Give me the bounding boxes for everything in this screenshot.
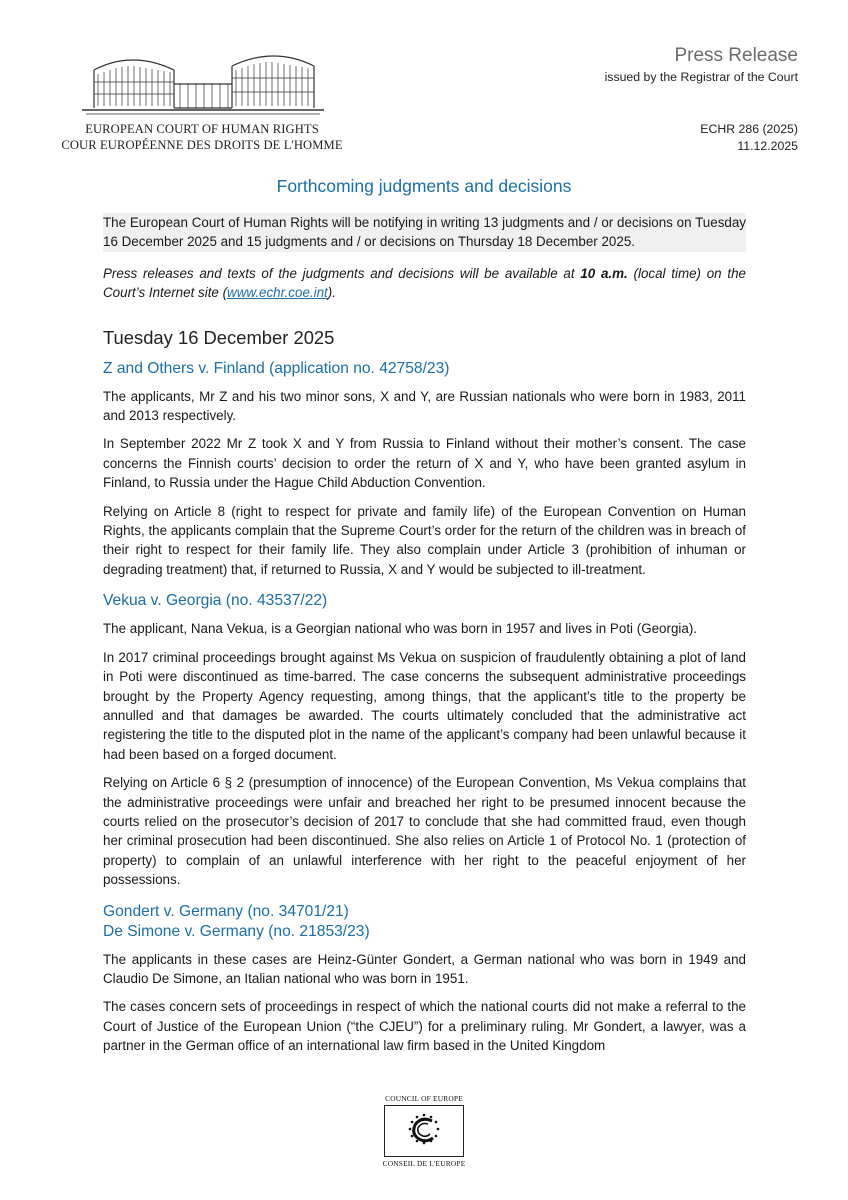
case-paragraph: The applicants, Mr Z and his two minor sons, X and Y, are Russian nationals who were born in 1983, 2011 and 2013 respectively. xyxy=(103,388,746,424)
case-title: Z and Others v. Finland (application no. 42758/23) xyxy=(103,359,450,377)
note-text-after: ). xyxy=(327,285,336,301)
case-title: De Simone v. Germany (no. 21853/23) xyxy=(103,922,370,940)
document-title: Forthcoming judgments and decisions xyxy=(276,176,572,196)
case-paragraph: The applicants in these cases are Heinz-Günter Gondert, a German national who was born in 1949 and Claudio De Simone, an Italian national who was born in 1951. xyxy=(103,951,746,986)
coe-emblem xyxy=(384,1105,464,1157)
case-paragraph: Relying on Article 8 (right to respect for private and family life) of the European Convention on Human Rights, the applicants complain that the Supreme Court’s order for the return of the children was in breach of their right to respect for their family life. They also complain under Article 3 (prohibition of inhuman or degrading treatment) that, if returned to Russia, X and Y would be subjected to ill-treatment. xyxy=(103,503,746,577)
case-title: Gondert v. Germany (no. 34701/21) xyxy=(103,902,349,920)
note-text-before: Press releases and texts of the judgments and decisions will be available at xyxy=(103,265,581,281)
court-name-fr: COUR EUROPÉENNE DES DROITS DE L'HOMME xyxy=(61,138,343,152)
case-title: Vekua v. Georgia (no. 43537/22) xyxy=(103,592,328,610)
press-release-label: Press Release xyxy=(674,45,798,66)
coe-label-en: COUNCIL OF EUROPE xyxy=(385,1094,463,1103)
note-text-middle: (local time) on the Court’s Internet site ( xyxy=(103,265,746,301)
court-building-logo xyxy=(82,48,324,128)
main-content xyxy=(103,213,746,1065)
coe-label-fr: CONSEIL DE L'EUROPE xyxy=(382,1159,466,1168)
reference-block xyxy=(700,121,798,155)
echr-website-link[interactable]: www.echr.coe.int xyxy=(227,285,328,301)
issued-by-text: issued by the Registrar of the Court xyxy=(604,70,798,84)
intro-paragraph: The European Court of Human Rights will be notifying in writing 13 judgments and / or decisions on Tuesday 16 December 2025 and 15 judgments and / or decisions on Thursday 18 December 2025. xyxy=(103,213,746,252)
court-name xyxy=(52,121,352,153)
case-paragraph: The applicant, Nana Vekua, is a Georgian national who was born in 1957 and lives in Poti (Georgia). xyxy=(103,621,698,637)
case-paragraph: In 2017 criminal proceedings brought against Ms Vekua on suspicion of fraudulently obtaining a plot of land in Poti were discontinued as time-barred. The case concerns the subsequent administrative proceedings brought by the Property Agency requesting, among things, that the applicant’s title to the property be annulled and that damages be awarded. The courts ultimately concluded that the administrative act registering the title to the disputed plot in the name of the applicant’s company had been unlawful because it had been based on a forged document. xyxy=(103,649,746,762)
day-heading: Tuesday 16 December 2025 xyxy=(103,326,335,348)
case-paragraph: Relying on Article 6 § 2 (presumption of innocence) of the European Convention, Ms Vekua complains that the administrative proceedings were unfair and breached her right to be presumed innocent because the courts relied on the prosecutor’s decision of 2017 to conclude that she had committed fraud, even though her criminal prosecution had been discontinued. She also relies on Article 1 of Protocol No. 1 (protection of property) to complain of an unlawful interference with her right to the peaceful enjoyment of her possessions. xyxy=(103,775,746,888)
release-date: 11.12.2025 xyxy=(737,139,798,153)
availability-note xyxy=(103,264,746,303)
case-paragraph: In September 2022 Mr Z took X and Y from Russia to Finland without their mother’s consent. The case concerns the Finnish courts’ decision to order the return of X and Y, who have been granted asylum in Finland, to Russia under the Hague Child Abduction Convention. xyxy=(103,436,746,491)
joined-case-titles xyxy=(103,902,746,942)
case-paragraph: The cases concern sets of proceedings in respect of which the national courts did not make a referral to the Court of Justice of the European Union (“the CJEU”) for a preliminary ruling. Mr Gondert, a lawyer, was a partner in the German office of an international law firm based in the United Kingdom xyxy=(103,999,746,1054)
reference-number: ECHR 286 (2025) xyxy=(700,122,798,136)
note-time: 10 a.m. xyxy=(580,265,628,281)
council-of-europe-logo xyxy=(375,1094,473,1168)
court-name-en: EUROPEAN COURT OF HUMAN RIGHTS xyxy=(85,122,319,136)
coe-stars-icon xyxy=(385,1106,463,1156)
